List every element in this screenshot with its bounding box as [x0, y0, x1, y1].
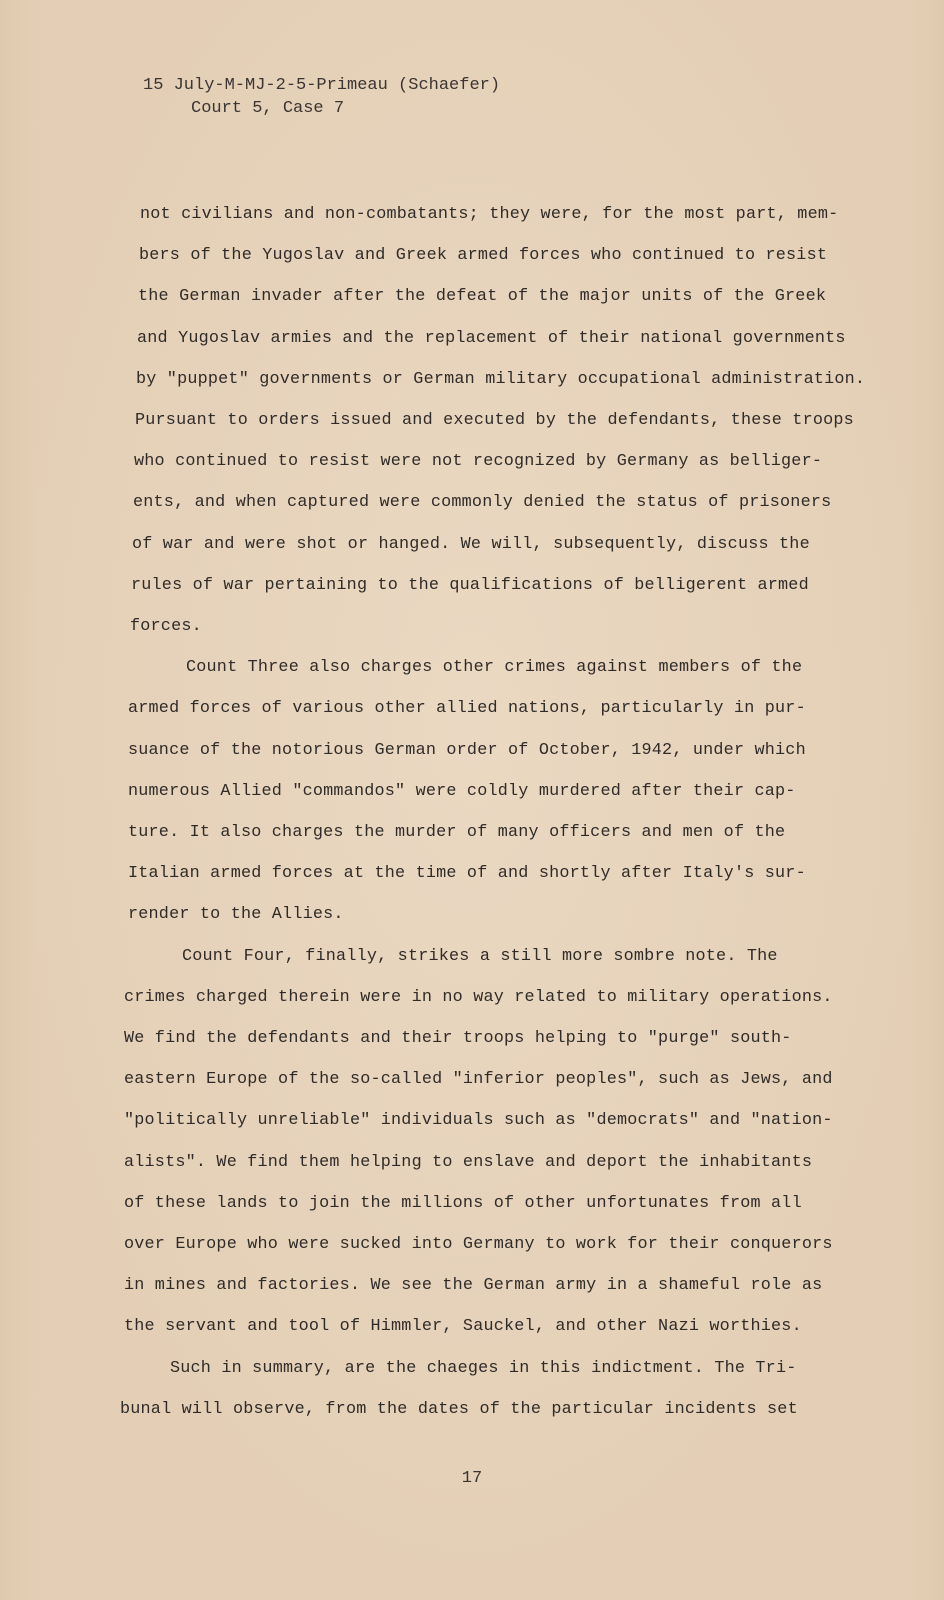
paragraph-1 — [120, 194, 866, 647]
text-line: ture. It also charges the murder of many officers and men of the — [128, 823, 786, 843]
page-number: 17 — [461, 1469, 483, 1488]
text-line: by "puppet" governments or German military occupational administration. — [136, 369, 866, 389]
text-line: bers of the Yugoslav and Greek armed forces who continued to resist — [139, 246, 828, 266]
paragraph-2 — [120, 647, 860, 935]
text-line: armed forces of various other allied nations, particularly in pur- — [128, 699, 806, 719]
header-reference: 15 July-M-MJ-2-5-Primeau (Schaefer) — [143, 76, 501, 95]
text-line: who continued to resist were not recognized by Germany as belliger- — [134, 452, 823, 472]
text-line: render to the Allies. — [128, 905, 344, 925]
text-line: rules of war pertaining to the qualifications of belligerent armed — [131, 575, 809, 595]
text-line: the German invader after the defeat of the major units of the Greek — [138, 287, 827, 307]
text-line: Such in summary, are the chaeges in this indictment. The Tri- — [170, 1358, 797, 1378]
text-line: eastern Europe of the so-called "inferior peoples", such as Jews, and — [124, 1070, 833, 1090]
text-line: numerous Allied "commandos" were coldly murdered after their cap- — [128, 781, 796, 801]
text-line: "politically unreliable" individuals such as "democrats" and "nation- — [124, 1111, 833, 1131]
text-line: not civilians and non-combatants; they were, for the most part, mem- — [140, 205, 839, 224]
text-line: We find the defendants and their troops helping to "purge" south- — [124, 1029, 792, 1049]
text-line: Count Four, finally, strikes a still more sombre note. The — [182, 946, 778, 966]
document-body — [120, 194, 866, 1430]
text-line: Count Three also charges other crimes against members of the — [186, 658, 803, 678]
text-line: the servant and tool of Himmler, Sauckel, and other Nazi worthies. — [124, 1317, 802, 1337]
text-line: Pursuant to orders issued and executed by the defendants, these troops — [135, 411, 854, 431]
paragraph-4 — [120, 1348, 860, 1430]
text-line: forces. — [130, 617, 202, 637]
text-line: and Yugoslav armies and the replacement of their national governments — [137, 328, 846, 348]
text-line: crimes charged therein were in no way related to military operations. — [124, 987, 833, 1007]
header-court-case: Court 5, Case 7 — [191, 99, 345, 118]
text-line: over Europe who were sucked into Germany to work for their conquerors — [124, 1235, 833, 1255]
text-line: suance of the notorious German order of October, 1942, under which — [128, 740, 806, 760]
text-line: in mines and factories. We see the German army in a shameful role as — [124, 1276, 823, 1296]
text-line: of war and were shot or hanged. We will, subsequently, discuss the — [132, 534, 810, 554]
document-header — [143, 74, 500, 120]
text-line: Italian armed forces at the time of and shortly after Italy's sur- — [128, 864, 806, 884]
text-line: ents, and when captured were commonly denied the status of prisoners — [133, 493, 832, 513]
text-line: bunal will observe, from the dates of the particular incidents set — [120, 1399, 798, 1419]
paragraph-3 — [120, 936, 860, 1348]
text-line: of these lands to join the millions of other unfortunates from all — [124, 1193, 802, 1213]
text-line: alists". We find them helping to enslave and deport the inhabitants — [124, 1152, 813, 1172]
